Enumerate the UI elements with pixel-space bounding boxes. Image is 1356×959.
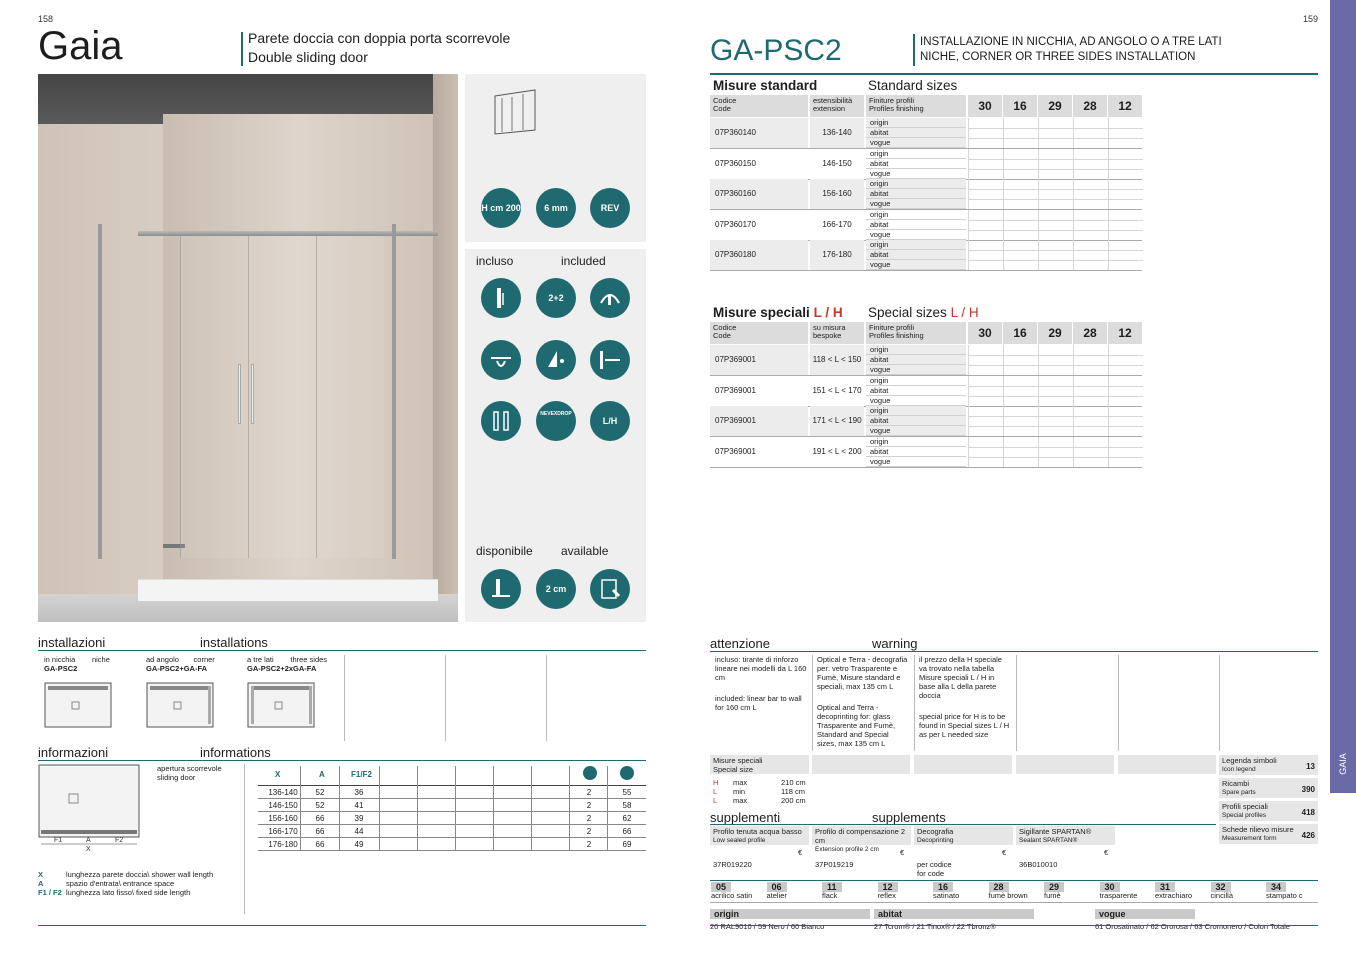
warning-div-2 xyxy=(914,655,915,751)
finish-line: origin 20 RAL9010 / 59 Nero / 60 Bianco xyxy=(710,904,870,931)
std-price-cells xyxy=(968,210,1143,240)
supplement-box: Decografia Decoprinting xyxy=(914,826,1013,845)
std-price-cells xyxy=(968,179,1143,209)
info-table-row: 146-150 52 41 2 58 xyxy=(258,799,646,812)
install-heading-it: INSTALLAZIONE IN NICCHIA, AD ANGOLO O A TRE LATI xyxy=(920,36,1222,48)
info-table-header: X A F1/F2 xyxy=(258,766,646,784)
supplements-rule xyxy=(710,824,1216,825)
spc-col-12: 12 xyxy=(1108,322,1142,344)
supplements-label-en: supplements xyxy=(872,810,946,825)
std-value: 146-150 xyxy=(822,158,852,168)
spc-code: 07P369001 xyxy=(710,406,808,436)
included-panel xyxy=(465,249,646,622)
std-col-30: 30 xyxy=(968,95,1002,117)
left-footer-rule xyxy=(38,925,646,926)
info-table-row: 176-180 66 49 2 69 xyxy=(258,838,646,851)
right-footer-rule xyxy=(710,925,1318,926)
lh-size-icon: L/H xyxy=(590,401,630,441)
std-header-finish: Finiture profili Profiles finishing xyxy=(866,95,966,117)
diagram-label-f2: F2 xyxy=(115,837,124,844)
info-table-row: 136-140 52 36 2 55 xyxy=(258,786,646,799)
info-divider xyxy=(244,764,245,914)
three-sides-diagram xyxy=(247,682,315,728)
std-header-ext: estensibilità extension xyxy=(810,95,864,117)
glass-type: 11 flack xyxy=(822,882,842,900)
spc-finishes: origin abitat vogue xyxy=(866,345,966,375)
currency-symbol: € xyxy=(900,848,905,857)
glass-type: 16 satinato xyxy=(933,882,960,900)
available-label-en: available xyxy=(561,544,609,558)
model-divider xyxy=(913,34,915,66)
empty-box-3 xyxy=(1016,755,1114,774)
std-code: 07P360180 xyxy=(710,240,808,270)
side-tab-label[interactable]: GAIA xyxy=(1330,735,1356,793)
decoprint-icon xyxy=(590,569,630,609)
spc-row xyxy=(710,406,1142,437)
supplement-code: 37P019219 xyxy=(815,860,854,869)
warning-div-5 xyxy=(1219,655,1220,751)
std-value: 176-180 xyxy=(810,240,864,270)
height-200-icon: H cm 200 xyxy=(481,188,521,228)
extension-2cm-icon: 2 cm xyxy=(536,569,576,609)
warning-div-4 xyxy=(1118,655,1119,751)
spc-col-16: 16 xyxy=(1003,322,1037,344)
glass-type: 29 fumè xyxy=(1044,882,1064,900)
supplement-box: Sigillante SPARTAN® Sealant SPARTAN® xyxy=(1016,826,1115,845)
special-title-en: Special sizes L / H xyxy=(868,305,979,320)
legend-item[interactable]: Legenda simboli Icon legend 13 xyxy=(1219,755,1318,775)
rail-icon xyxy=(590,340,630,380)
std-row xyxy=(710,118,1142,149)
std-col-29: 29 xyxy=(1038,95,1072,117)
warning-div-3 xyxy=(1016,655,1017,751)
supplement-box: Profilo tenuta acqua basso Low sealed profile xyxy=(710,826,809,845)
spc-value: 171 < L < 190 xyxy=(810,406,864,436)
glass-type: 34 stampato c xyxy=(1266,882,1303,900)
spc-code: 07P369001 xyxy=(715,446,756,456)
roller-icon xyxy=(481,340,521,380)
std-header-code: Codice Code xyxy=(710,95,808,117)
niche-diagram xyxy=(44,682,112,728)
warning-label-en: warning xyxy=(872,636,918,651)
features-panel xyxy=(465,74,646,242)
subtitle-it: Parete doccia con doppia porta scorrevole xyxy=(248,30,511,46)
title-divider xyxy=(241,32,243,66)
std-col-16: 16 xyxy=(1003,95,1037,117)
glass-type: 31 extrachiaro xyxy=(1155,882,1193,900)
std-price-cells xyxy=(968,118,1143,148)
installations-label-it: installazioni xyxy=(38,635,106,650)
warning-col-2: Optical e Terra - decografia per: vetro Trasparente e Fumè, Misure standard e speciali, max 135 cm L Optical and Terra - decoprinting for: glass Trasparente and Fumè, Standard and Special sizes, max 135 cm L xyxy=(817,655,908,748)
spc-finishes: origin abitat vogue xyxy=(866,406,966,436)
std-code: 07P360170 xyxy=(715,219,756,229)
glass-thickness-icon: 6 mm xyxy=(536,188,576,228)
spc-row xyxy=(710,345,1142,376)
spc-code: 07P369001 xyxy=(710,345,808,375)
info-table-row: 166-170 66 44 2 66 xyxy=(258,825,646,838)
spc-col-28: 28 xyxy=(1073,322,1107,344)
product-title: Gaia xyxy=(38,24,123,68)
two-plus-two-icon: 2+2 xyxy=(536,278,576,318)
spc-price-cells xyxy=(968,437,1143,467)
legend-item[interactable]: Ricambi Spare parts 390 xyxy=(1219,778,1318,798)
glass-type: 32 cincillà xyxy=(1210,882,1234,900)
door-opening-icon xyxy=(590,278,630,318)
spc-finishes: origin abitat vogue xyxy=(866,376,966,406)
product-photo xyxy=(38,74,458,622)
spc-header-bespoke: su misura bespoke xyxy=(810,322,864,344)
install-niche: in nicchia niche GA-PSC2 xyxy=(44,655,110,673)
std-value: 166-170 xyxy=(822,219,852,229)
currency-symbol: € xyxy=(798,848,803,857)
currency-symbol: € xyxy=(1104,848,1109,857)
spc-row xyxy=(710,376,1142,407)
included-label-it: incluso xyxy=(476,254,514,268)
std-row xyxy=(710,179,1142,210)
info-legend: X lunghezza parete doccia\ shower wall length A spazio d'entrata\ entrance space F1 / F2 lunghezza lato fisso\ fixed side length xyxy=(38,870,214,897)
glass-type: 06 atelier xyxy=(766,882,787,900)
spc-value: 191 < L < 200 xyxy=(812,446,862,456)
side-tab-strip xyxy=(1330,0,1356,735)
info-table-row: 156-160 66 39 2 62 xyxy=(258,812,646,825)
reversible-icon: REV xyxy=(590,188,630,228)
spc-header-finish: Finiture profili Profiles finishing xyxy=(866,322,966,344)
information-rule xyxy=(38,760,646,761)
std-finishes: origin abitat vogue xyxy=(866,179,966,209)
supplement-code: per codice for code xyxy=(917,860,952,878)
supplements-label-it: supplementi xyxy=(710,810,781,825)
std-row xyxy=(710,210,1142,241)
install-divider-2 xyxy=(445,655,446,741)
install-corner: ad angolo corner GA-PSC2+GA-FA xyxy=(146,655,215,673)
subtitle-en: Double sliding door xyxy=(248,49,368,65)
std-row xyxy=(710,240,1142,271)
std-finishes: origin abitat vogue xyxy=(866,210,966,240)
corner-diagram xyxy=(146,682,214,728)
warning-div-1 xyxy=(812,655,813,751)
installations-label-en: installations xyxy=(200,635,268,650)
warning-label-it: attenzione xyxy=(710,636,770,651)
handle-icon xyxy=(481,401,521,441)
std-code: 07P360140 xyxy=(710,118,808,148)
std-value: 156-160 xyxy=(810,179,864,209)
standard-title-en: Standard sizes xyxy=(868,78,958,93)
std-value: 136-140 xyxy=(810,118,864,148)
glass-rule xyxy=(710,880,1318,881)
spc-finishes: origin abitat vogue xyxy=(866,437,966,467)
glass-type: 30 trasparente xyxy=(1099,882,1138,900)
opening-diagram xyxy=(38,764,152,852)
empty-box-2 xyxy=(914,755,1012,774)
diagram-label-x: X xyxy=(86,846,91,852)
std-code: 07P360150 xyxy=(715,158,756,168)
std-finishes: origin abitat vogue xyxy=(866,240,966,270)
spc-value: 151 < L < 170 xyxy=(812,385,862,395)
page-number-left: 158 xyxy=(38,14,54,24)
spc-price-cells xyxy=(968,376,1143,406)
included-label-en: included xyxy=(561,254,606,268)
warning-col-3: il prezzo della H speciale va trovato nella tabella Misure speciali L / H in base alla L della parete doccia special price for H is to be found in Special sizes L / H as per L needed size xyxy=(919,655,1010,739)
spc-col-30: 30 xyxy=(968,322,1002,344)
currency-symbol: € xyxy=(1002,848,1007,857)
installations-rule xyxy=(38,650,646,651)
install-divider-1 xyxy=(344,655,345,741)
std-price-cells xyxy=(968,240,1143,270)
install-divider-3 xyxy=(546,655,547,741)
std-price-cells xyxy=(968,149,1143,179)
water-seal-icon xyxy=(536,340,576,380)
std-code: 07P360160 xyxy=(710,179,808,209)
finish-line: abitat 27 Tcrom® / 21 Tinox® / 22 Tbronz® xyxy=(874,904,1034,931)
information-label-en: informations xyxy=(200,745,271,760)
shower-sketch-icon xyxy=(490,88,540,138)
spc-price-cells xyxy=(968,406,1143,436)
opening-text: apertura scorrevole sliding door xyxy=(157,764,222,782)
std-finishes: origin abitat vogue xyxy=(866,149,966,179)
finish-line: vogue 61 Orosatinato / 62 Ororosa / 63 Cromonero / Colori Totale xyxy=(1095,909,1290,931)
spc-col-29: 29 xyxy=(1038,322,1072,344)
std-finishes: origin abitat vogue xyxy=(866,118,966,148)
standard-title-it: Misure standard xyxy=(713,78,818,93)
warning-col-1: incluso: tirante di rinforzo lineare nei modelli da L 160 cm included: linear bar to wall for 160 cm L xyxy=(715,655,807,712)
header-rule xyxy=(710,73,1318,75)
glass-type: 05 acrilico satin xyxy=(711,882,753,900)
warning-rule xyxy=(710,651,1318,652)
nevexdrop-icon: NEVEXDROP xyxy=(536,401,576,441)
special-title-it: Misure speciali L / H xyxy=(713,305,843,320)
empty-box-1 xyxy=(812,755,910,774)
std-col-28: 28 xyxy=(1073,95,1107,117)
model-code: GA-PSC2 xyxy=(710,34,842,67)
spc-value: 118 < L < 150 xyxy=(810,345,864,375)
spc-price-cells xyxy=(968,345,1143,375)
std-col-12: 12 xyxy=(1108,95,1142,117)
finish-rule xyxy=(710,902,1318,903)
info-icon-1 xyxy=(583,766,597,780)
information-label-it: informazioni xyxy=(38,745,109,760)
wall-profile-icon xyxy=(481,278,521,318)
diagram-label-a: A xyxy=(86,837,91,844)
legend-item[interactable]: Profili speciali Special profiles 418 xyxy=(1219,801,1318,821)
supplement-code: 36B010010 xyxy=(1019,860,1058,869)
low-seal-icon xyxy=(481,569,521,609)
install-three-sides: a tre lati three sides GA-PSC2+2xGA-FA xyxy=(247,655,328,673)
legend-item[interactable]: Schede rilievo misure Measurement form 426 xyxy=(1219,824,1318,844)
info-icon-2 xyxy=(620,766,634,780)
std-row xyxy=(710,149,1142,180)
spc-code: 07P369001 xyxy=(715,385,756,395)
diagram-label-f1: F1 xyxy=(54,837,63,844)
supplement-box: Profilo di compensazione 2 cm Extension profile 2 cm xyxy=(812,826,911,845)
special-sizes-values: H max 210 cm L min 118 cm L max 200 cm xyxy=(713,778,806,805)
spc-row xyxy=(710,437,1142,468)
supplement-code: 37R019220 xyxy=(713,860,752,869)
glass-type: 12 reflex xyxy=(877,882,896,900)
special-size-box: Misure speciali Special size xyxy=(710,755,809,774)
available-label-it: disponibile xyxy=(476,544,533,558)
glass-type: 28 fumè brown xyxy=(988,882,1028,900)
empty-box-4 xyxy=(1118,755,1216,774)
spc-header-code: Codice Code xyxy=(710,322,808,344)
page-number-right: 159 xyxy=(1303,14,1319,24)
install-heading-en: NICHE, CORNER OR THREE SIDES INSTALLATION xyxy=(920,51,1196,63)
